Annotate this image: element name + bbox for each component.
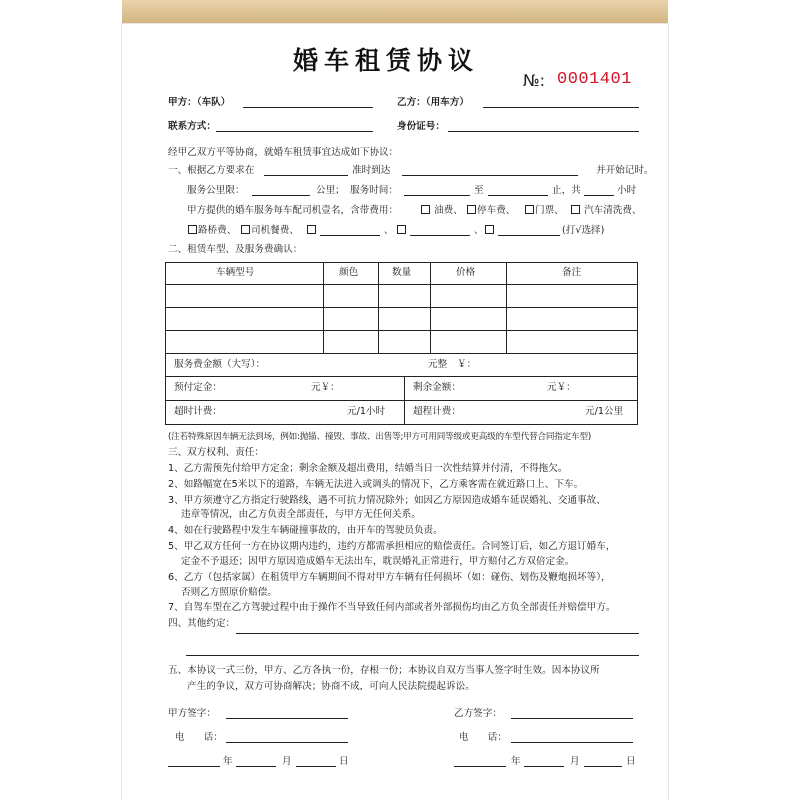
col-header-qty: 数量 [392, 267, 412, 278]
carwash-checkbox[interactable] [571, 205, 580, 214]
overdistance-label: 超程计费： [413, 406, 461, 417]
clause3-item: 3、甲方须遵守乙方指定行驶路线，遇不可抗力情况除外；如因乙方原因造成婚车延误婚礼、交通事故、 [168, 495, 606, 506]
party-b-signature-label: 乙方签字： [454, 708, 502, 719]
fee-other-1[interactable] [306, 225, 317, 237]
serial-label: №: [523, 71, 546, 90]
toll-checkbox[interactable] [188, 225, 197, 234]
table-rule [378, 263, 379, 353]
party-a-day-field[interactable] [296, 766, 336, 767]
service-time-start-field[interactable] [404, 195, 470, 196]
clause2-heading: 二、租赁车型、及服务费确认： [168, 244, 303, 255]
other1-field[interactable] [320, 235, 380, 236]
table-rule [166, 284, 637, 285]
party-a-signature-field[interactable] [226, 718, 348, 719]
party-a-month-label: 月 [282, 756, 292, 767]
id-card-field[interactable] [448, 131, 639, 132]
overtime-unit: 元/1小时 [347, 406, 386, 417]
clause1-arrive-field[interactable] [402, 175, 578, 176]
clause3-item: 1、乙方需预先付给甲方定金；剩余金额及超出费用，结婚当日一次性结算并付清，不得拖欠。 [168, 463, 568, 474]
party-a-label: 甲方：（车队） [168, 97, 231, 108]
comma: 、 [474, 225, 484, 236]
clause5-line2: 产生的争议，双方可协商解决；协商不成，可向人民法院提起诉讼。 [187, 681, 475, 692]
other-terms-line-2[interactable] [186, 655, 639, 656]
col-header-price: 价格 [456, 267, 476, 278]
party-b-year-field[interactable] [454, 766, 506, 767]
parking-checkbox[interactable] [467, 205, 476, 214]
party-b-month-field[interactable] [524, 766, 564, 767]
service-time-to: 至 [474, 185, 484, 196]
contact-field[interactable] [216, 131, 373, 132]
col-header-remarks: 备注 [562, 267, 582, 278]
fee-other-3[interactable] [484, 225, 495, 237]
table-rule [323, 263, 324, 353]
party-b-label: 乙方：（用车方） [397, 97, 469, 108]
vehicle-table [165, 262, 638, 425]
balance-label: 剩余金额： [413, 382, 461, 393]
party-b-year-label: 年 [511, 756, 521, 767]
party-a-day-label: 日 [339, 756, 349, 767]
km-limit-label: 服务公里限： [187, 185, 245, 196]
clause4-heading: 四、其他约定： [168, 618, 236, 629]
col-header-model: 车辆型号 [216, 267, 255, 278]
overtime-label: 超时计费： [174, 406, 222, 417]
km-unit: 公里； [316, 185, 345, 196]
clause3-item: 否则乙方照原价赔偿。 [181, 587, 277, 598]
party-b-day-field[interactable] [584, 766, 622, 767]
other1-checkbox[interactable] [307, 225, 316, 234]
balance-unit: 元￥： [547, 382, 576, 393]
hours-unit: 小时 [617, 185, 637, 196]
party-a-month-field[interactable] [236, 766, 276, 767]
amount-label: 服务费金额（大写）： [174, 359, 266, 370]
amount-unit: 元整 [428, 359, 448, 370]
party-b-phone-label: 电 话： [459, 732, 507, 743]
clause3-item: 2、如路幅宽在5米以下的道路，车辆无法进入或调头的情况下，乙方乘客需在就近路口上、下车。 [168, 479, 584, 490]
id-card-label: 身份证号： [397, 121, 445, 132]
service-total-label: 止，共 [552, 185, 581, 196]
fee-other-2[interactable] [396, 225, 407, 237]
substitution-note: (注若特殊原因车辆无法到场，例如:抛锚、撞毁、事故、出售等;甲方可用同等级或更高级的车型代替合同指定车型) [168, 432, 591, 442]
party-b-signature-field[interactable] [511, 718, 633, 719]
party-a-phone-field[interactable] [226, 742, 348, 743]
other2-checkbox[interactable] [397, 225, 406, 234]
service-time-label: 服务时间： [350, 185, 398, 196]
clause1-location-label: 一、根据乙方要求在 [168, 165, 255, 176]
intro-text: 经甲乙双方平等协商，就婚车租赁事宜达成如下协议： [168, 147, 399, 158]
col-header-color: 颜色 [339, 267, 359, 278]
table-rule [430, 263, 431, 353]
party-b-phone-field[interactable] [511, 742, 633, 743]
other3-checkbox[interactable] [485, 225, 494, 234]
ticket-checkbox[interactable] [525, 205, 534, 214]
clause3-item: 4、如在行驶路程中发生车辆碰撞事故的，由开车的驾驶员负责。 [168, 525, 443, 536]
clause1-location-field[interactable] [264, 175, 348, 176]
table-rule [166, 376, 637, 377]
service-hours-field[interactable] [584, 195, 614, 196]
overdistance-unit: 元/1公里 [585, 406, 624, 417]
table-rule [166, 400, 637, 401]
party-a-field[interactable] [243, 107, 373, 108]
fee-parking[interactable]: 停车费、 [466, 205, 515, 217]
party-a-phone-label: 电 话： [175, 732, 223, 743]
fee-toll[interactable]: 路桥费、 [187, 225, 236, 237]
service-time-end-field[interactable] [488, 195, 548, 196]
amount-yen: ￥： [457, 359, 477, 370]
fees-intro: 甲方提供的婚车服务每车配司机壹名，含带费用： [187, 205, 399, 216]
clause3-item: 5、甲乙双方任何一方在协议期内违约，违约方都需承担相应的赔偿责任。合同签订后，如乙方退订婚车， [168, 541, 616, 552]
form-title: 婚车租赁协议 [293, 46, 480, 75]
clause3-item: 违章等情况，由乙方负责全部责任，与甲方无任何关系。 [181, 509, 421, 520]
table-rule [506, 263, 507, 353]
clause3-heading: 三、双方权利、责任： [168, 447, 264, 458]
comma: 、 [384, 225, 394, 236]
other-terms-line-1[interactable] [236, 633, 639, 634]
fee-ticket[interactable]: 门票、 [524, 205, 564, 217]
table-rule [166, 307, 637, 308]
fuel-checkbox[interactable] [421, 205, 430, 214]
serial-number: 0001401 [557, 70, 632, 89]
party-a-signature-label: 甲方签字： [168, 708, 216, 719]
other2-field[interactable] [410, 235, 470, 236]
party-a-year-label: 年 [223, 756, 233, 767]
contact-label: 联系方式： [168, 121, 216, 132]
clause3-item: 7、自驾车型在乙方驾驶过程中由于操作不当导致任何内部或者外部损伤均由乙方负全部责任并赔偿甲方。 [168, 602, 616, 613]
driver-meal-checkbox[interactable] [241, 225, 250, 234]
clause3-item: 定金不予退还；因甲方原因造成婚车无法出车，耽误婚礼正常进行，甲方赔付乙方双倍定金。 [181, 556, 575, 567]
table-rule [166, 330, 637, 331]
clause5-line1: 五、本协议一式三份，甲方、乙方各执一份，存根一份；本协议自双方当事人签字时生效。因本协议所 [168, 665, 600, 676]
other3-field[interactable] [498, 235, 560, 236]
table-rule [166, 353, 637, 354]
fee-driver-meal[interactable]: 司机餐费、 [240, 225, 299, 237]
km-limit-field[interactable] [252, 195, 310, 196]
fee-fuel[interactable]: 油费、 [420, 205, 463, 217]
party-b-field[interactable] [483, 107, 639, 108]
table-rule [404, 376, 405, 424]
party-b-month-label: 月 [570, 756, 580, 767]
party-b-day-label: 日 [626, 756, 636, 767]
select-hint: (打√选择) [562, 225, 605, 236]
clause3-item: 6、乙方（包括家属）在租赁甲方车辆期间不得对甲方车辆有任何损坏（如：碰伤、划伤及鞭炮损坏等）， [168, 572, 611, 583]
clause1-timing-label: 并开始记时。 [596, 165, 654, 176]
clause1-arrive-label: 准时到达 [352, 165, 391, 176]
party-a-year-field[interactable] [168, 766, 220, 767]
deposit-label: 预付定金： [174, 382, 222, 393]
deposit-unit: 元￥： [311, 382, 340, 393]
fee-carwash[interactable]: 汽车清洗费、 [570, 205, 642, 217]
